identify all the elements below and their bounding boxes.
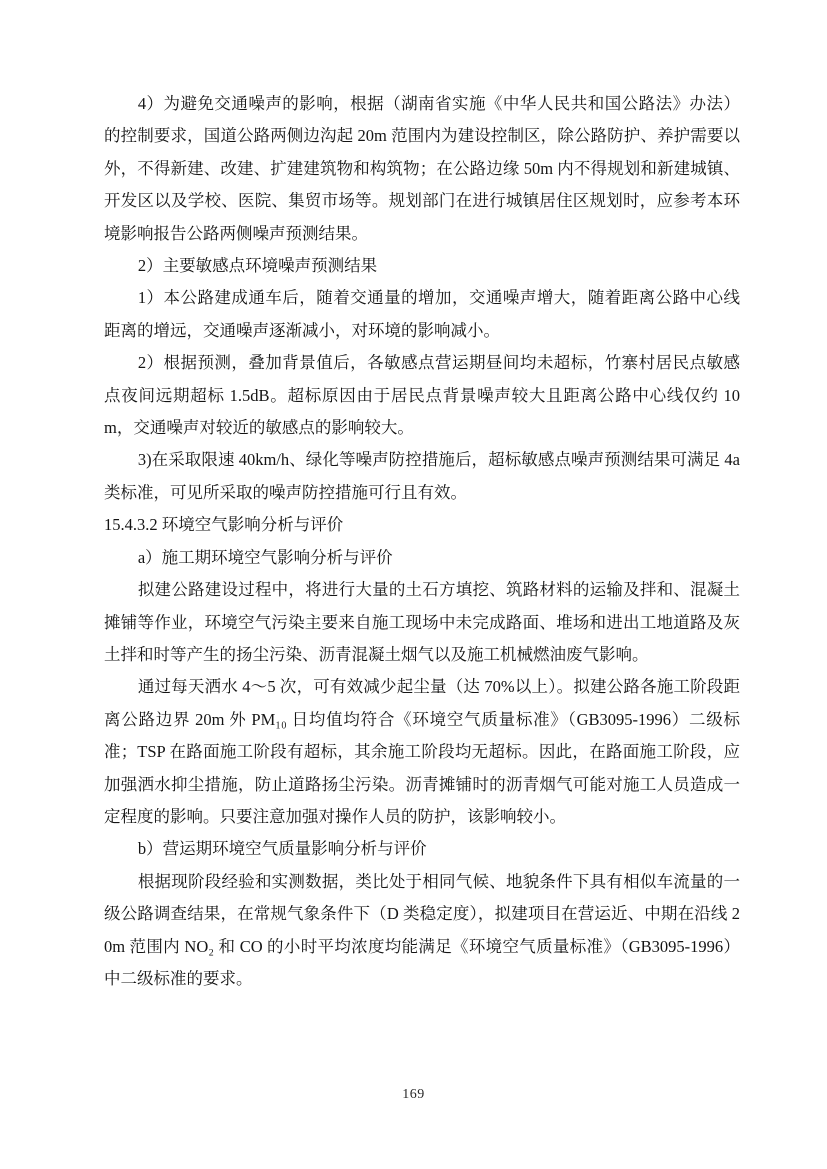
section-heading-air-quality-analysis: 15.4.3.2 环境空气影响分析与评价 [104, 515, 344, 535]
para-construction-dust-sources: 拟建公路建设过程中，将进行大量的土石方填挖、筑路材料的运输及拌和、混凝土摊铺等作业，环境空气污染主要来自施工现场中未完成路面、堆场和进出工地道路及灰土拌和时等产生的扬尘污染、沥青混凝土烟气以及施工机械燃油废气影响。 [104, 580, 740, 664]
document-body [104, 88, 740, 995]
para-traffic-noise-control: 4）为避免交通噪声的影响，根据（湖南省实施《中华人民共和国公路法》办法）的控制要求，国道公路两侧边沟起 20m 范围内为建设控制区，除公路防护、养护需要以外，不得新建、改建、扩建建筑物和构筑物；在公路边缘 50m 内不得规划和新建城镇、开发区以及学校、医院、集贸市场等。规划部门在进行城镇居住区规划时，应参考本环境影响报告公路两侧噪声预测结果。 [104, 94, 740, 243]
para-operation-air-quality: 根据现阶段经验和实测数据，类比处于相同气候、地貌条件下具有相似车流量的一级公路调查结果，在常规气象条件下（D 类稳定度），拟建项目在营运近、中期在沿线 20m 范围内 NO₂ 和 CO 的小时平均浓度均能满足《环境空气质量标准》（GB3095-1996）中二级标准的要求。 [104, 871, 740, 988]
page-number: 169 [402, 1087, 425, 1102]
para-noise-after-opening: 1）本公路建成通车后，随着交通量的增加，交通噪声增大，随着距离公路中心线距离的增远，交通噪声逐渐减小，对环境的影响减小。 [104, 288, 740, 340]
para-noise-mitigation-measures: 3)在采取限速 40km/h、绿化等噪声防控措施后，超标敏感点噪声预测结果可满足 4a 类标准，可见所采取的噪声防控措施可行且有效。 [104, 450, 740, 502]
subheading-operation-period-air: b）营运期环境空气质量影响分析与评价 [137, 839, 427, 859]
subheading-construction-period-air: a）施工期环境空气影响分析与评价 [137, 547, 393, 567]
para-watering-dust-control: 通过每天洒水 4～5 次，可有效减少起尘量（达 70%以上）。拟建公路各施工阶段距离公路边界 20m 外 PM₁₀ 日均值均符合《环境空气质量标准》（GB3095-1996）二级标准；TSP 在路面施工阶段有超标，其余施工阶段均无超标。因此，在路面施工阶段，应加强洒水抑尘措施，防止道路扬尘污染。沥青摊铺时的沥青烟气可能对施工人员造成一定程度的影响。只要注意加强对操作人员的防护，该影响较小。 [104, 677, 740, 826]
para-prediction-exceedance: 2）根据预测，叠加背景值后，各敏感点营运期昼间均未超标，竹寨村居民点敏感点夜间远期超标 1.5dB。超标原因由于居民点背景噪声较大且距离公路中心线仅约 10m，交通噪声对较近的敏感点的影响较大。 [104, 353, 740, 438]
subheading-sensitive-point-noise-prediction: 2）主要敏感点环境噪声预测结果 [137, 256, 378, 276]
